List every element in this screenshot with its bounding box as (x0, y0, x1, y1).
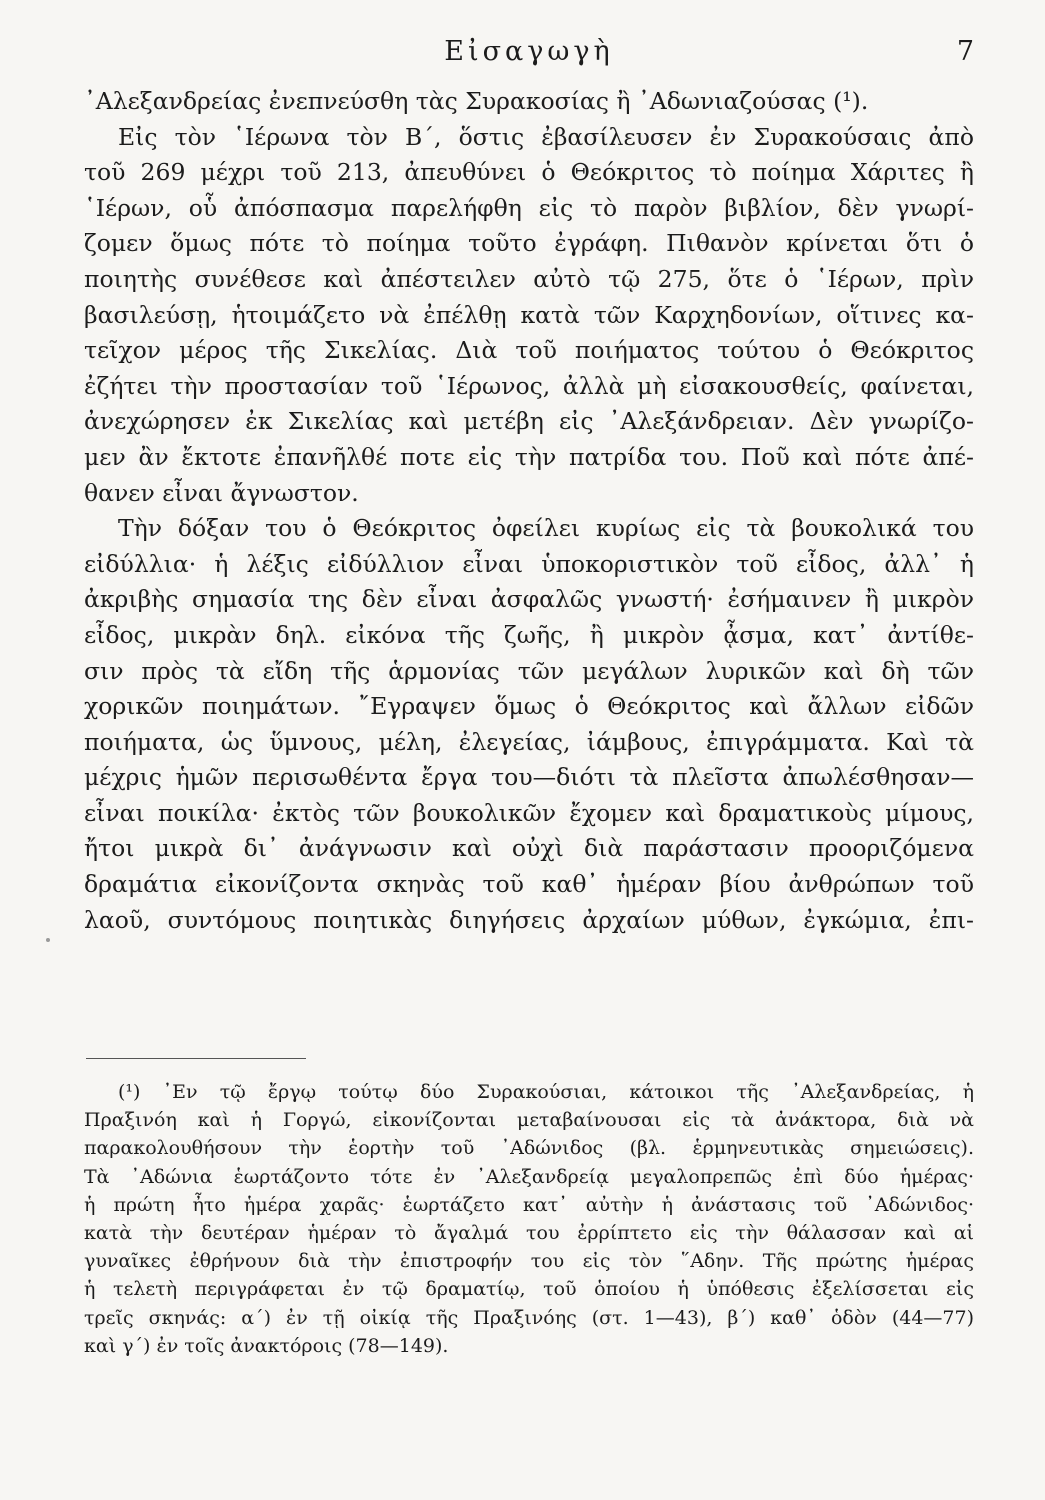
body-line: βασιλεύσῃ, ἡτοιμάζετο νὰ ἐπέλθῃ κατὰ τῶν Καρχηδονίων, οἵτινες κα- (84, 300, 974, 329)
body-line: τεῖχον μέρος τῆς Σικελίας. Διὰ τοῦ ποιήματος τούτου ὁ Θεόκριτος (84, 336, 974, 365)
body-line: ἐζήτει τὴν προστασίαν τοῦ ῾Ιέρωνος, ἀλλὰ μὴ εἰσακουσθείς, φαίνεται, (84, 371, 974, 400)
footnote-divider (86, 1058, 306, 1059)
footnote-line: Πραξινόη καὶ ἡ Γοργώ, εἰκονίζονται μεταβαίνουσαι εἰς τὰ ἀνάκτορα, διὰ νὰ (84, 1109, 974, 1132)
body-line: χορικῶν ποιημάτων. ῎Εγραψεν ὅμως ὁ Θεόκριτος καὶ ἄλλων εἰδῶν (84, 692, 974, 721)
body-line: ἀκριβὴς σημασία της δὲν εἶναι ἀσφαλῶς γνωστή· ἐσήμαινεν ἢ μικρὸν (84, 585, 974, 614)
body-line: τοῦ 269 μέχρι τοῦ 213, ἀπευθύνει ὁ Θεόκριτος τὸ ποίημα Χάριτες ἢ (84, 158, 974, 187)
print-speck (46, 938, 50, 942)
body-line: ῾Ιέρων, οὗ ἀπόσπασμα παρελήφθη εἰς τὸ παρὸν βιβλίον, δὲν γνωρί- (84, 193, 974, 222)
footnote-line: ἡ τελετὴ περιγράφεται ἐν τῷ δραματίῳ, τοῦ ὁποίου ἡ ὑπόθεσις ἐξελίσσεται εἰς (84, 1278, 974, 1301)
body-line: εἶναι ποικίλα· ἐκτὸς τῶν βουκολικῶν ἔχομεν καὶ δραματικοὺς μίμους, (84, 798, 974, 827)
body-line: λαοῦ, συντόμους ποιητικὰς διηγήσεις ἀρχαίων μύθων, ἐγκώμια, ἐπι- (84, 905, 974, 934)
body-line: εἶδος, μικρὰν δηλ. εἰκόνα τῆς ζωῆς, ἢ μικρὸν ᾆσμα, κατ᾿ ἀντίθε- (84, 620, 974, 649)
body-text (84, 84, 974, 938)
body-line: ποιήματα, ὡς ὕμνους, μέλη, ἐλεγείας, ἰάμβους, ἐπιγράμματα. Καὶ τὰ (84, 727, 974, 756)
body-line: ζομεν ὅμως πότε τὸ ποίημα τοῦτο ἐγράφη. Πιθανὸν κρίνεται ὅτι ὁ (84, 229, 974, 258)
footnote-line: γυναῖκες ἐθρήνουν διὰ τὴν ἐπιστροφήν του εἰς τὸν ῞Αδην. Τῆς πρώτης ἡμέρας (84, 1250, 974, 1273)
body-line: ἤτοι μικρὰ δι᾿ ἀνάγνωσιν καὶ οὐχὶ διὰ παράστασιν προοριζόμενα (84, 834, 974, 863)
running-title: Εἰσαγωγὴ (444, 36, 614, 67)
body-line: ᾿Αλεξανδρείας ἐνεπνεύσθη τὰς Συρακοσίας ἢ ᾿Αδωνιαζούσας (¹). (84, 87, 869, 115)
body-line: σιν πρὸς τὰ εἴδη τῆς ἁρμονίας τῶν μεγάλων λυρικῶν καὶ δὴ τῶν (84, 656, 974, 685)
footnote-line: καὶ γ΄) ἐν τοῖς ἀνακτόροις (78—149). (84, 1334, 449, 1357)
body-line: Τὴν δόξαν του ὁ Θεόκριτος ὀφείλει κυρίως εἰς τὰ βουκολικά του (118, 514, 974, 543)
body-line: ἀνεχώρησεν ἐκ Σικελίας καὶ μετέβη εἰς ᾿Αλεξάνδρειαν. Δὲν γνωρίζο- (84, 407, 974, 436)
body-line: δραμάτια εἰκονίζοντα σκηνὰς τοῦ καθ᾿ ἡμέραν βίου ἀνθρώπων τοῦ (84, 870, 974, 899)
body-line: Εἰς τὸν ῾Ιέρωνα τὸν Β΄, ὅστις ἐβασίλευσεν ἐν Συρακούσαις ἀπὸ (118, 122, 974, 151)
body-line: μεν ἂν ἔκτοτε ἐπανῆλθέ ποτε εἰς τὴν πατρίδα του. Ποῦ καὶ πότε ἀπέ- (84, 442, 974, 471)
footnote-line: ἡ πρώτη ἦτο ἡμέρα χαρᾶς· ἑωρτάζετο κατ᾿ αὐτὴν ἡ ἀνάστασις τοῦ ᾿Αδώνιδος· (84, 1193, 974, 1216)
footnote-line: Τὰ ᾿Αδώνια ἑωρτάζοντο τότε ἐν ᾿Αλεξανδρείᾳ μεγαλοπρεπῶς ἐπὶ δύο ἡμέρας· (84, 1165, 974, 1188)
running-header (84, 36, 974, 76)
page-number: 7 (956, 36, 974, 67)
footnote-line: κατὰ τὴν δευτέραν ἡμέραν τὸ ἄγαλμά του ἐρρίπτετο εἰς τὴν θάλασσαν καὶ αἱ (84, 1221, 974, 1244)
body-line: θανεν εἶναι ἄγνωστον. (84, 478, 359, 507)
body-line: μέχρις ἡμῶν περισωθέντα ἔργα του—διότι τὰ πλεῖστα ἀπωλέσθησαν— (84, 763, 974, 792)
footnote-line: (¹) ᾿Εν τῷ ἔργῳ τούτῳ δύο Συρακούσιαι, κάτοικοι τῆς ᾿Αλεξανδρείας, ἡ (118, 1081, 974, 1103)
body-line: ποιητὴς συνέθεσε καὶ ἀπέστειλεν αὐτὸ τῷ 275, ὅτε ὁ ῾Ιέρων, πρὶν (84, 264, 974, 293)
footnote-line: παρακολουθήσουν τὴν ἑορτὴν τοῦ ᾿Αδώνιδος (βλ. ἑρμηνευτικὰς σημειώσεις). (84, 1137, 974, 1160)
body-line: εἰδύλλια· ἡ λέξις εἰδύλλιον εἶναι ὑποκοριστικὸν τοῦ εἶδος, ἀλλ᾿ ἡ (84, 549, 974, 578)
footnotes (84, 1078, 974, 1360)
footnote-line: τρεῖς σκηνάς: α΄) ἐν τῇ οἰκίᾳ τῆς Πραξινόης (στ. 1—43), β΄) καθ᾿ ὁδὸν (44—77) (84, 1306, 974, 1329)
